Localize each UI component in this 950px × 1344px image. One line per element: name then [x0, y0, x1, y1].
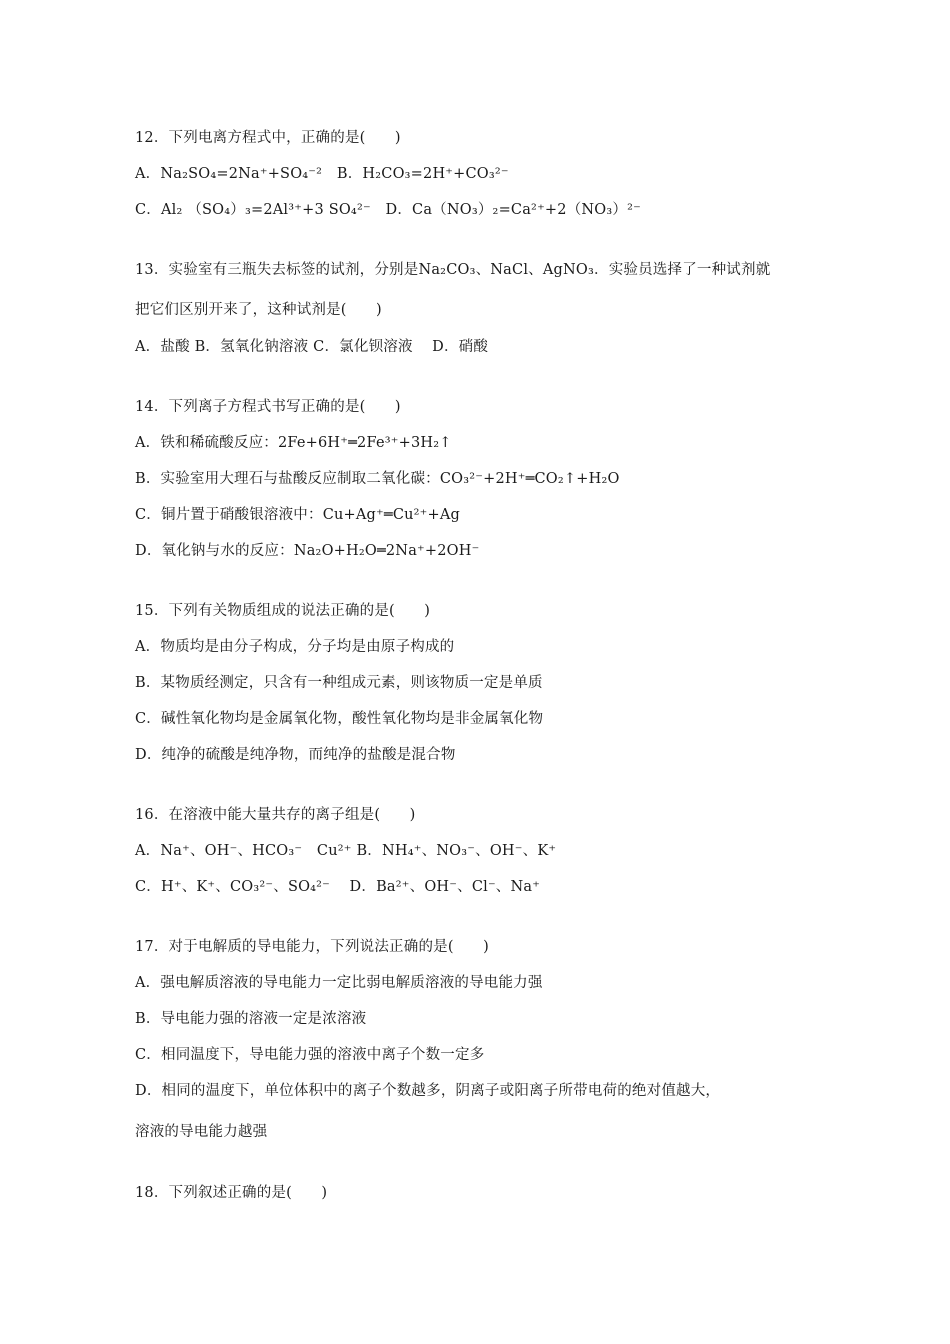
question-12-title: 12．下列电离方程式中，正确的是( ) — [135, 130, 401, 146]
question-12-option-cd: C．Al₂ （SO₄）₃=2Al³⁺+3 SO₄²⁻ D．Ca（NO₃）₂=Ca²⁺+2（NO₃）²⁻ — [135, 202, 641, 218]
question-12-option-ab: A．Na₂SO₄=2Na⁺+SO₄⁻² B．H₂CO₃=2H⁺+CO₃²⁻ — [135, 166, 509, 182]
question-16-option-cd: C．H⁺、K⁺、CO₃²⁻、SO₄²⁻ D．Ba²⁺、OH⁻、Cl⁻、Na⁺ — [135, 879, 541, 895]
question-15-option-c: C．碱性氧化物均是金属氧化物，酸性氧化物均是非金属氧化物 — [135, 711, 544, 727]
question-17-option-d-cont: 溶液的导电能力越强 — [135, 1124, 268, 1140]
question-17-title: 17．对于电解质的导电能力，下列说法正确的是( ) — [135, 939, 489, 955]
question-14-option-d: D．氧化钠与水的反应：Na₂O+H₂O═2Na⁺+2OH⁻ — [135, 543, 480, 559]
question-14-option-c: C．铜片置于硝酸银溶液中：Cu+Ag⁺═Cu²⁺+Ag — [135, 507, 461, 523]
question-17-option-c: C．相同温度下，导电能力强的溶液中离子个数一定多 — [135, 1047, 485, 1063]
question-14-title: 14．下列离子方程式书写正确的是( ) — [135, 399, 401, 415]
question-13-options: A．盐酸 B．氢氧化钠溶液 C．氯化钡溶液 D．硝酸 — [135, 339, 489, 355]
question-18-title: 18．下列叙述正确的是( ) — [135, 1185, 328, 1201]
question-15-option-d: D．纯净的硫酸是纯净物，而纯净的盐酸是混合物 — [135, 747, 456, 763]
question-13-title: 13．实验室有三瓶失去标签的试剂，分别是Na₂CO₃、NaCl、AgNO₃．实验员选择了一种试剂就 — [135, 262, 771, 278]
question-17-option-b: B．导电能力强的溶液一定是浓溶液 — [135, 1011, 367, 1027]
question-13-title-cont: 把它们区别开来了，这种试剂是( ) — [135, 302, 382, 318]
question-16-title: 16．在溶液中能大量共存的离子组是( ) — [135, 807, 416, 823]
question-14-option-a: A．铁和稀硫酸反应：2Fe+6H⁺═2Fe³⁺+3H₂↑ — [135, 435, 452, 451]
question-14-option-b: B．实验室用大理石与盐酸反应制取二氧化碳：CO₃²⁻+2H⁺═CO₂↑+H₂O — [135, 471, 620, 487]
question-17-option-d: D．相同的温度下，单位体积中的离子个数越多，阴离子或阳离子所带电荷的绝对值越大， — [135, 1083, 721, 1099]
question-17-option-a: A．强电解质溶液的导电能力一定比弱电解质溶液的导电能力强 — [135, 975, 543, 991]
question-16-option-ab: A．Na⁺、OH⁻、HCO₃⁻ Cu²⁺ B．NH₄⁺、NO₃⁻、OH⁻、K⁺ — [135, 843, 557, 859]
question-15-title: 15．下列有关物质组成的说法正确的是( ) — [135, 603, 431, 619]
question-15-option-a: A．物质均是由分子构成，分子均是由原子构成的 — [135, 639, 455, 655]
question-15-option-b: B．某物质经测定，只含有一种组成元素，则该物质一定是单质 — [135, 675, 543, 691]
